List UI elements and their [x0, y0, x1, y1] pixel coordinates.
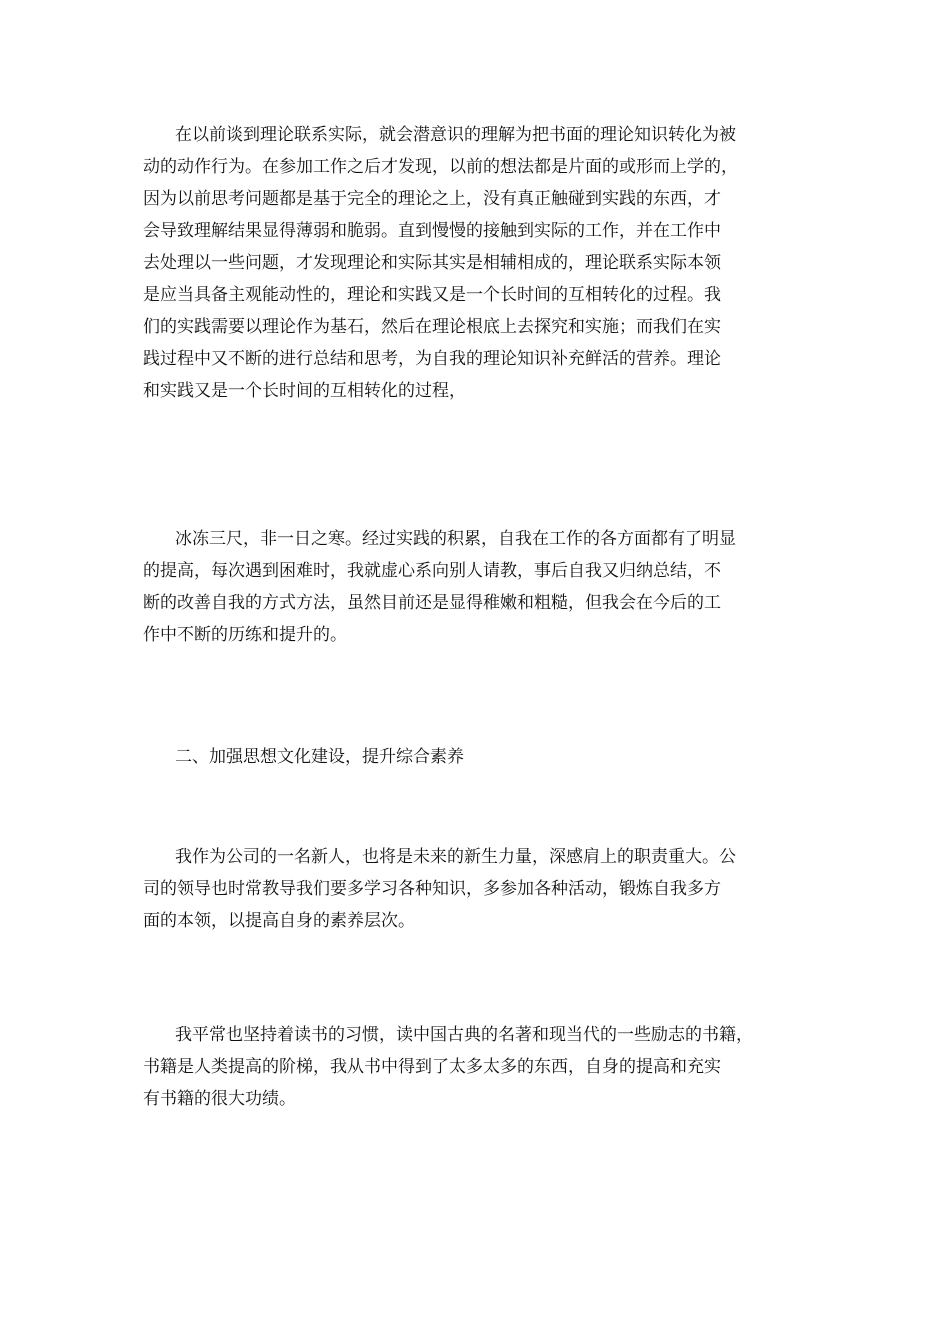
paragraph-line: 的提高，每次遇到困难时，我就虚心系向别人请教，事后自我又归纳总结，不 — [143, 561, 721, 581]
paragraph-accumulation — [143, 523, 833, 651]
paragraph-line: 冰冻三尺，非一日之寒。经过实践的积累，自我在工作的各方面都有了明显 — [175, 529, 736, 549]
paragraph-line: 面的本领，以提高自身的素养层次。 — [143, 911, 415, 931]
paragraph-line: 因为以前思考问题都是基于完全的理论之上，没有真正触碰到实践的东西，才 — [143, 189, 721, 209]
paragraph-line: 会导致理解结果显得薄弱和脆弱。直到慢慢的接触到实际的工作，并在工作中 — [143, 221, 721, 241]
paragraph-line: 有书籍的很大功绩。 — [143, 1089, 296, 1109]
paragraph-line: 动的动作行为。在参加工作之后才发现，以前的想法都是片面的或形而上学的， — [143, 157, 738, 177]
paragraph-line: 我作为公司的一名新人，也将是未来的新生力量，深感肩上的职责重大。公 — [175, 847, 736, 867]
paragraph-reading-habit — [143, 1019, 833, 1115]
paragraph-line: 作中不断的历练和提升的。 — [143, 625, 347, 645]
paragraph-line: 和实践又是一个长时间的互相转化的过程， — [143, 381, 466, 401]
paragraph-line: 践过程中又不断的进行总结和思考，为自我的理论知识补充鲜活的营养。理论 — [143, 349, 721, 369]
paragraph-line: 们的实践需要以理论作为基石，然后在理论根底上去探究和实施；而我们在实 — [143, 317, 721, 337]
paragraph-line: 去处理以一些问题，才发现理论和实际其实是相辅相成的，理论联系实际本领 — [143, 253, 721, 273]
paragraph-line: 是应当具备主观能动性的，理论和实践又是一个长时间的互相转化的过程。我 — [143, 285, 721, 305]
paragraph-line: 书籍是人类提高的阶梯，我从书中得到了太多太多的东西，自身的提高和充实 — [143, 1057, 721, 1077]
paragraph-new-employee — [143, 841, 833, 937]
paragraph-line: 我平常也坚持着读书的习惯，读中国古典的名著和现当代的一些励志的书籍， — [175, 1025, 753, 1045]
section-heading — [143, 741, 833, 773]
paragraph-line: 断的改善自我的方式方法，虽然目前还是显得稚嫩和粗糙，但我会在今后的工 — [143, 593, 721, 613]
paragraph-line: 在以前谈到理论联系实际，就会潜意识的理解为把书面的理论知识转化为被 — [175, 125, 736, 145]
paragraph-line: 司的领导也时常教导我们要多学习各种知识，多参加各种活动，锻炼自我多方 — [143, 879, 721, 899]
paragraph-theory-practice — [143, 119, 833, 407]
section-heading-text: 二、加强思想文化建设，提升综合素养 — [175, 747, 464, 767]
